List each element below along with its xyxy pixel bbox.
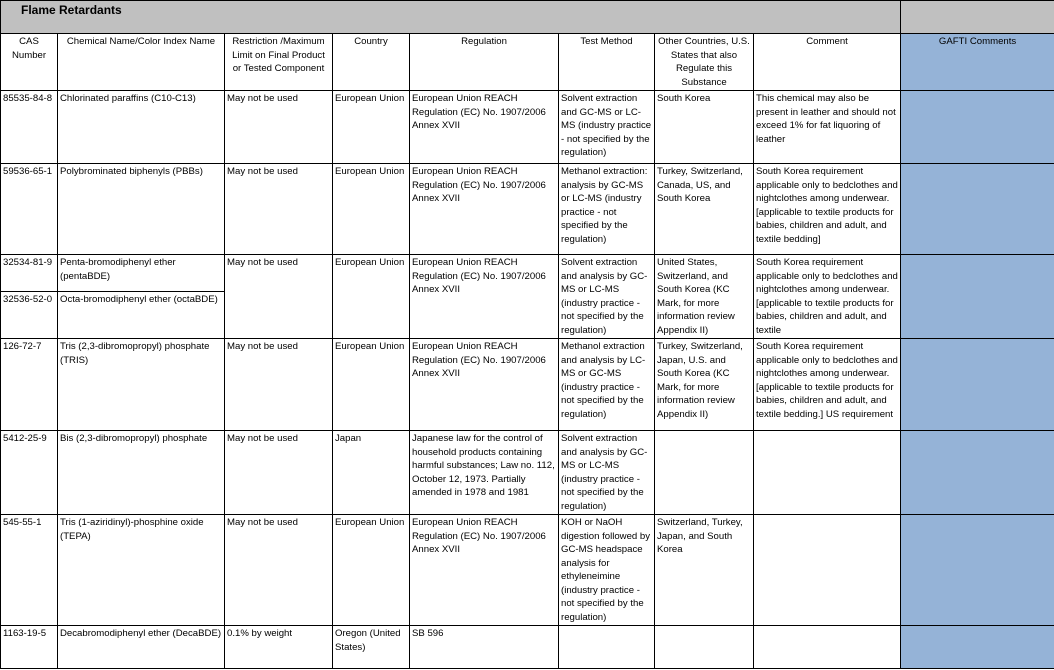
restriction-cell[interactable]: May not be used: [225, 164, 333, 255]
gafti-comment-cell[interactable]: [901, 91, 1054, 164]
gafti-comment-cell[interactable]: [901, 431, 1054, 515]
cas-cell[interactable]: 5412-25-9: [1, 431, 58, 515]
country-cell[interactable]: Oregon (United States): [333, 626, 410, 669]
gafti-title-cell[interactable]: [901, 1, 1054, 34]
header-cas[interactable]: CAS Number: [1, 34, 58, 91]
country-cell[interactable]: European Union: [333, 339, 410, 431]
comment-cell[interactable]: [754, 515, 901, 626]
chemical-name-cell[interactable]: Tris (1-aziridinyl)-phosphine oxide (TEPA): [58, 515, 225, 626]
restriction-cell[interactable]: 0.1% by weight: [225, 626, 333, 669]
restriction-cell[interactable]: May not be used: [225, 255, 333, 339]
restriction-cell[interactable]: May not be used: [225, 339, 333, 431]
other-countries-cell[interactable]: South Korea: [655, 91, 754, 164]
country-cell[interactable]: European Union: [333, 515, 410, 626]
chemical-name-cell[interactable]: Tris (2,3-dibromopropyl) phosphate (TRIS): [58, 339, 225, 431]
gafti-comment-cell[interactable]: [901, 255, 1054, 339]
header-gafti-comments[interactable]: GAFTI Comments: [901, 34, 1054, 91]
cas-cell[interactable]: 59536-65-1: [1, 164, 58, 255]
chemical-name-cell[interactable]: Decabromodiphenyl ether (DecaBDE): [58, 626, 225, 669]
restriction-cell[interactable]: May not be used: [225, 91, 333, 164]
test-method-cell[interactable]: Methanol extraction: analysis by GC-MS or LC-MS (industry practice - not specified by the regulation): [559, 164, 655, 255]
header-test-method[interactable]: Test Method: [559, 34, 655, 91]
comment-cell[interactable]: South Korea requirement applicable only to bedclothes and nightclothes among underwear. [applicable to textile products for babies, children and adult, and textile bedding]: [754, 164, 901, 255]
regulation-cell[interactable]: European Union REACH Regulation (EC) No. 1907/2006 Annex XVII: [410, 515, 559, 626]
cas-cell[interactable]: 1163-19-5: [1, 626, 58, 669]
gafti-comment-cell[interactable]: [901, 626, 1054, 669]
regulation-cell[interactable]: Japanese law for the control of household products containing harmful substances; Law no. 112, October 12, 1973. Partially amended in 1978 and 1981: [410, 431, 559, 515]
test-method-cell[interactable]: KOH or NaOH digestion followed by GC-MS headspace analysis for ethyleneimine (industry practice - not specified by the regulation): [559, 515, 655, 626]
table-row: [1, 339, 1054, 431]
header-country[interactable]: Country: [333, 34, 410, 91]
cas-cell[interactable]: 32534-81-9: [1, 255, 58, 292]
cas-cell[interactable]: 545-55-1: [1, 515, 58, 626]
test-method-cell[interactable]: [559, 626, 655, 669]
other-countries-cell[interactable]: Turkey, Switzerland, Canada, US, and South Korea: [655, 164, 754, 255]
gafti-comment-cell[interactable]: [901, 164, 1054, 255]
table-row: [1, 431, 1054, 515]
other-countries-cell[interactable]: [655, 626, 754, 669]
chemical-name-cell[interactable]: Polybrominated biphenyls (PBBs): [58, 164, 225, 255]
country-cell[interactable]: Japan: [333, 431, 410, 515]
header-comment[interactable]: Comment: [754, 34, 901, 91]
country-cell[interactable]: European Union: [333, 164, 410, 255]
other-countries-cell[interactable]: Turkey, Switzerland, Japan, U.S. and South Korea (KC Mark, for more information review Appendix II): [655, 339, 754, 431]
header-name[interactable]: Chemical Name/Color Index Name: [58, 34, 225, 91]
section-title-cell[interactable]: [1, 1, 901, 34]
cas-cell[interactable]: 126-72-7: [1, 339, 58, 431]
test-method-cell[interactable]: Solvent extraction and analysis by GC-MS or LC-MS (industry practice - not specified by the regulation): [559, 255, 655, 339]
comment-cell[interactable]: This chemical may also be present in leather and should not exceed 1% for fat liquoring of leather: [754, 91, 901, 164]
comment-cell[interactable]: [754, 626, 901, 669]
regulation-cell[interactable]: European Union REACH Regulation (EC) No. 1907/2006 Annex XVII: [410, 91, 559, 164]
chemical-name-cell[interactable]: Octa-bromodiphenyl ether (octaBDE): [58, 292, 225, 339]
restriction-cell[interactable]: May not be used: [225, 431, 333, 515]
test-method-cell[interactable]: Solvent extraction and analysis by GC-MS or LC-MS (industry practice - not specified by the regulation): [559, 431, 655, 515]
country-cell[interactable]: European Union: [333, 91, 410, 164]
restriction-cell[interactable]: May not be used: [225, 515, 333, 626]
table-row: [1, 515, 1054, 626]
section-title-row: [1, 1, 1054, 34]
test-method-cell[interactable]: Solvent extraction and GC-MS or LC-MS (industry practice - not specified by the regulation): [559, 91, 655, 164]
comment-cell[interactable]: [754, 431, 901, 515]
section-title: Flame Retardants: [21, 3, 122, 17]
test-method-cell[interactable]: Methanol extraction and analysis by LC-MS or GC-MS (industry practice - not specified by the regulation): [559, 339, 655, 431]
table-row: [1, 164, 1054, 255]
other-countries-cell[interactable]: Switzerland, Turkey, Japan, and South Korea: [655, 515, 754, 626]
header-regulation[interactable]: Regulation: [410, 34, 559, 91]
gafti-comment-cell[interactable]: [901, 339, 1054, 431]
cas-cell[interactable]: 32536-52-0: [1, 292, 58, 339]
other-countries-cell[interactable]: United States, Switzerland, and South Korea (KC Mark, for more information review Appendix II): [655, 255, 754, 339]
chemical-name-cell[interactable]: Penta-bromodiphenyl ether (pentaBDE): [58, 255, 225, 292]
table-row: [1, 91, 1054, 164]
header-restriction[interactable]: Restriction /Maximum Limit on Final Product or Tested Component: [225, 34, 333, 91]
regulation-cell[interactable]: European Union REACH Regulation (EC) No. 1907/2006 Annex XVII: [410, 255, 559, 339]
comment-cell[interactable]: [754, 255, 901, 339]
other-countries-cell[interactable]: [655, 431, 754, 515]
comment-text: South Korea requirement applicable only to bedclothes and nightclothes among underwear. [applicable to textile products for babies, children and adult, and textile: [756, 257, 898, 336]
regulation-cell[interactable]: European Union REACH Regulation (EC) No. 1907/2006 Annex XVII: [410, 339, 559, 431]
header-row: [1, 34, 1054, 91]
cas-cell[interactable]: 85535-84-8: [1, 91, 58, 164]
header-other-countries[interactable]: Other Countries, U.S. States that also Regulate this Substance: [655, 34, 754, 91]
regulation-cell[interactable]: European Union REACH Regulation (EC) No. 1907/2006 Annex XVII: [410, 164, 559, 255]
chemical-name-cell[interactable]: Bis (2,3-dibromopropyl) phosphate: [58, 431, 225, 515]
chemical-name-cell[interactable]: Chlorinated paraffins (C10-C13): [58, 91, 225, 164]
table-row: [1, 255, 1054, 292]
regulation-cell[interactable]: SB 596: [410, 626, 559, 669]
table-row: [1, 626, 1054, 669]
gafti-comment-cell[interactable]: [901, 515, 1054, 626]
comment-cell[interactable]: [754, 339, 901, 431]
country-cell[interactable]: European Union: [333, 255, 410, 339]
comment-text: South Korea requirement applicable only to bedclothes and nightclothes among underwear. [applicable to textile products for babies, children and adult, and textile bedding.] US requirement: [756, 341, 898, 420]
